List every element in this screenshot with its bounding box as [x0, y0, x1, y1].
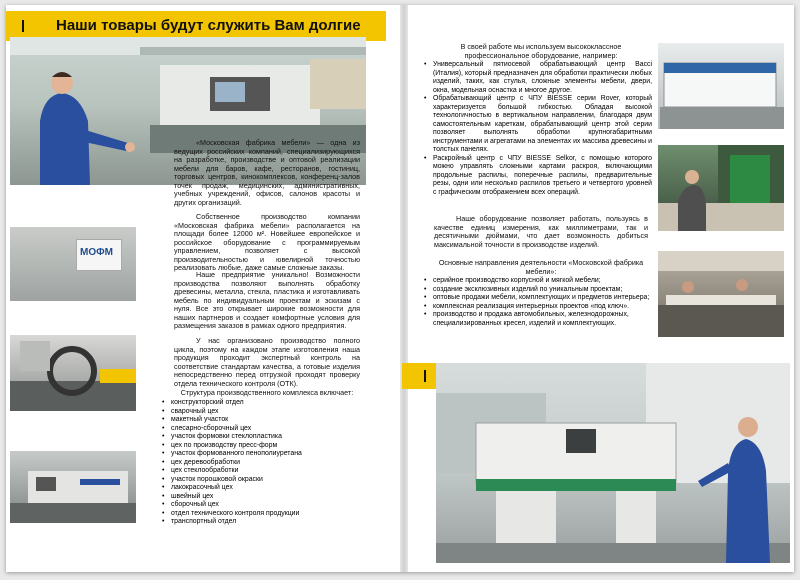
- direction-list-item: • создание эксклюзивных изделий по уникальным проектам;: [424, 286, 654, 295]
- banner-marker: [22, 20, 38, 32]
- directions-title: Основные направления деятельности «Московской фабрика мебели»:: [438, 258, 644, 276]
- edgebander-photo-drawing: [10, 451, 136, 523]
- structure-list-item: • сборочный цех: [162, 501, 362, 510]
- structure-list-item: • участок формовки стеклопластика: [162, 433, 362, 442]
- equipment-list-item: • Универсальный пятиосевой обрабатывающий центр Bacci (Италия), который предназначен для обработки практически любых изделий, таких, как стулья, сложные элементы мебели, двери, окна, модельная оснастка и многое другое.: [424, 61, 652, 95]
- paragraph-company: «Московская фабрика мебели» — одна из ведущих российских компаний, специализирующихся на разработке, производстве и оптовой реализации мебели для баров, кафе, ресторанов, гостиниц, торговых центров, кинокомплексов, конференц-залов точек продаж, медицинских, административных, учебных учреждений, офисов, салонов красоты и других организаций.: [174, 138, 360, 207]
- cnc-center-drawing: [658, 43, 784, 129]
- direction-list-item: • производство и продажа автомобильных, железнодорожных, специализированных кресел, изделий и комплектующих.: [424, 311, 654, 328]
- edgebander-photo: [10, 451, 136, 523]
- structure-list-item: • цех стеклообработки: [162, 467, 362, 476]
- directions-list: [424, 277, 654, 328]
- unique-paragraph: [174, 271, 360, 339]
- edgebanding-machine-photo: [436, 363, 790, 563]
- paragraph-unique: Наше предприятие уникально! Возможности производства позволяют выполнять обработку древесины, металла, стекла, пластика и изготавливать мебель по индивидуальным проектам и эскизам с нуля. Все это открывает широкие возможности для наших партнеров и создает комфортные условия для размещения заказов в рамках одного предприятия.: [174, 270, 360, 330]
- structure-list-item: • макетный участок: [162, 416, 362, 425]
- page-gutter: [400, 5, 408, 572]
- structure-list-item: • участок порошковой окраски: [162, 476, 362, 485]
- sewing-shop-photo: [658, 251, 784, 337]
- direction-list-item: • оптовые продажи мебели, комплектующих и предметов интерьера;: [424, 294, 654, 303]
- units-paragraph: [434, 215, 648, 257]
- structure-list-item: • конструкторский отдел: [162, 399, 362, 408]
- company-logo: МОФМ: [80, 247, 113, 258]
- structure-list-item: • цех деревообработки: [162, 459, 362, 468]
- structure-list-item: • сварочный цех: [162, 408, 362, 417]
- structure-list-item: • лакокрасочный цех: [162, 484, 362, 493]
- left-banner-title: Наши товары будут служить Вам долгие: [56, 17, 361, 34]
- structure-list: [162, 399, 362, 527]
- intro-paragraph: [174, 139, 360, 215]
- cnc-center-photo: [658, 43, 784, 129]
- brochure-spread: [6, 5, 794, 572]
- equipment-list: [424, 61, 652, 197]
- structure-list-item: • цех по производству пресс-форм: [162, 442, 362, 451]
- structure-list-item: • отдел технического контроля продукции: [162, 510, 362, 519]
- machine-photo-drawing: [10, 335, 136, 411]
- edgebanding-machine-drawing: [436, 363, 790, 563]
- sewing-shop-drawing: [658, 251, 784, 337]
- structure-list-item: • швейный цех: [162, 493, 362, 502]
- direction-list-item: • серийное производство корпусной и мягкой мебели;: [424, 277, 654, 286]
- structure-title: Структура производственного комплекса включает:: [180, 388, 354, 397]
- machine-photo: [10, 335, 136, 411]
- workshop-photo: [658, 145, 784, 231]
- logo-sign-photo: [10, 227, 136, 301]
- direction-list-item: • комплексная реализация интерьерных проектов «под ключ».: [424, 303, 654, 312]
- structure-list-item: • участок формованного пенополиуретана: [162, 450, 362, 459]
- paragraph-units: Наше оборудование позволяет работать, пользуясь в качестве единиц измерения, как миллиметрами, так и десятичными дюймами, что дает возможность добиться максимальной точности в производстве изделий.: [434, 214, 648, 249]
- equipment-list-item: • Раскройный центр с ЧПУ BIESSE Selkor, с помощью которого можно управлять сложными картами раскроя, включающими продольные распилы, поперечные распилы, предварительные резы, одни или несколько распилов третьего и четвертого уровней с графическим отображением всех операций.: [424, 155, 652, 198]
- workshop-drawing: [658, 145, 784, 231]
- equipment-intro: В своей работе мы используем высококлассное профессиональное оборудование, например:: [460, 42, 622, 60]
- structure-list-item: • транспортный отдел: [162, 518, 362, 527]
- equipment-list-item: • Обрабатывающий центр с ЧПУ BIESSE серии Rover, который характеризуется большой гибкостью. Обладая высокой технологичностью в вертикальном направлении, благодаря двум самостоятельным кареткам, обрабатывающий центр этой серии позволяет выполнять обработки крупногабаритными инструментами и агрегатами на элементах их массива древесины и толстых панелях.: [424, 95, 652, 155]
- paragraph-cycle: У нас организовано производство полного цикла, поэтому на каждом этапе изготовления наша продукция проходит экспертный контроль на соответствие стандартам качества, а готовые изделия непосредственно перед отгрузкой проходят проверку отдела технического контроля (ОТК).: [174, 336, 360, 388]
- structure-list-item: • слесарно-сборочный цех: [162, 425, 362, 434]
- paragraph-production: Собственное производство компании «Московская фабрика мебели» располагается на площади более 12000 м². Новейшее европейское и российское оборудование с программируемым управлением, позволяет с высокой производительностью и ювелирной точностью реализовать любые, даже самые сложные заказы.: [174, 212, 360, 272]
